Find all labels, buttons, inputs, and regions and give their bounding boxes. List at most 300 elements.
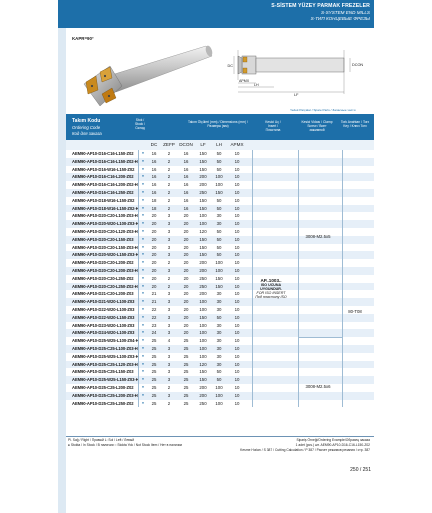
cell-code: AEM90-AP10-D20-C20-L100-Z03-H <box>72 213 138 219</box>
cell-code: AEM90-AP10-D25-C25-L200-Z02 <box>72 385 134 390</box>
cell-zefp: 3 <box>167 369 171 375</box>
cell-stock: ● <box>141 353 145 358</box>
cell-dcon: 25 <box>183 400 189 406</box>
table-row <box>66 368 374 376</box>
cell-lf: 250 <box>199 400 207 406</box>
cell-dcon: 20 <box>183 291 189 297</box>
cell-stock: ● <box>141 330 145 335</box>
cell-lf: 200 <box>199 182 207 188</box>
cell-dc: 16 <box>151 166 157 172</box>
header-line-3: S-ТИП КОНЦЕВЫЕ ФРЕЗЫ <box>310 15 370 21</box>
column-header-row <box>66 140 374 150</box>
cell-dcon: 20 <box>183 213 189 219</box>
cell-zefp: 2 <box>167 275 171 281</box>
cell-stock: ● <box>141 166 145 171</box>
cell-dc: 25 <box>151 392 157 398</box>
cell-lf: 150 <box>199 158 207 164</box>
cell-apmx: 10 <box>234 229 240 234</box>
table-row <box>66 376 374 384</box>
dim-apmx-label: APMX <box>239 79 250 83</box>
table-row <box>66 181 374 189</box>
table-row <box>66 329 374 337</box>
cell-dc: 25 <box>151 385 157 390</box>
table-row <box>66 298 374 306</box>
cell-stock: ● <box>141 229 145 233</box>
table-row <box>66 283 374 291</box>
cell-lh: 50 <box>216 151 222 156</box>
header-line-1: S-SİSTEM YÜZEY PARMAK FREZELER <box>271 3 370 9</box>
cell-apmx: 10 <box>234 151 240 156</box>
cell-code: AEM90-AP10-D20-C20-L150-Z03-H <box>72 244 138 250</box>
insert-sub4: Под пластину ISO <box>255 295 287 299</box>
cell-lf: 150 <box>199 205 207 211</box>
cell-dcon: 16 <box>183 182 189 188</box>
cell-zefp: 2 <box>167 385 171 390</box>
cell-code: AEM90-AP10-D22-W20-L150-Z03 <box>72 314 135 320</box>
cell-stock: ● <box>141 307 145 311</box>
cell-lh: 50 <box>216 229 222 234</box>
cell-dcon: 16 <box>183 174 189 180</box>
cell-dc: 20 <box>151 213 157 219</box>
cell-stock: ● <box>141 392 145 397</box>
cell-stock: ● <box>141 252 145 257</box>
cell-lf: 150 <box>199 236 207 242</box>
table-row <box>66 345 374 353</box>
cell-dcon: 20 <box>183 275 189 281</box>
table-row <box>66 158 374 166</box>
cell-lf: 100 <box>199 221 207 227</box>
cell-lh: 30 <box>216 338 222 344</box>
page-header <box>58 0 374 28</box>
col-dc: DC <box>150 142 158 147</box>
cell-dc: 20 <box>151 236 157 242</box>
cell-zefp: 2 <box>167 158 171 164</box>
cell-apmx: 10 <box>234 260 240 266</box>
cell-dcon: 20 <box>183 252 189 258</box>
cell-zefp: 2 <box>167 260 171 266</box>
cell-zefp: 2 <box>167 174 171 180</box>
cell-apmx: 10 <box>234 369 240 375</box>
cell-zefp: 2 <box>167 283 171 289</box>
cell-zefp: 4 <box>167 338 171 344</box>
cell-lf: 150 <box>199 166 207 172</box>
cell-code: AEM90-AP10-D25-C25-L200-Z03-H <box>72 392 138 398</box>
cell-apmx: 10 <box>234 197 240 203</box>
cell-lh: 150 <box>215 283 223 289</box>
cell-dcon: 20 <box>183 244 189 250</box>
cell-lh: 100 <box>215 400 223 406</box>
cell-apmx: 10 <box>234 392 240 398</box>
key-header: Tork Anahtarı / Torx Key / Ключ Torx <box>340 120 370 129</box>
cell-lh: 30 <box>216 353 222 359</box>
cell-lh: 30 <box>216 221 222 227</box>
cell-stock: ● <box>141 190 145 194</box>
end-mill-image <box>74 36 214 112</box>
cell-lh: 100 <box>215 260 223 266</box>
cell-apmx: 10 <box>234 275 240 281</box>
cell-code: AEM90-AP10-D25-C25-L250-Z02 <box>72 400 134 406</box>
cell-dc: 20 <box>151 268 157 273</box>
cell-code: AEM90-AP10-D18-W16-L150-Z02 <box>72 197 135 203</box>
table-row <box>66 150 374 158</box>
cell-dcon: 16 <box>183 158 189 164</box>
cell-dcon: 25 <box>183 361 189 367</box>
cell-code: AEM90-AP10-D20-W20-L150-Z03-H <box>72 252 139 258</box>
footer-rule <box>66 436 374 437</box>
cell-stock: ● <box>141 205 145 210</box>
table-row <box>66 400 374 408</box>
cell-code: AEM90-AP10-D16-W16-L150-Z02 <box>72 166 135 172</box>
table-row <box>66 392 374 400</box>
cell-dc: 21 <box>151 299 157 305</box>
cell-lh: 50 <box>216 369 222 375</box>
table-row <box>66 361 374 369</box>
table-row <box>66 220 374 228</box>
dimensions-header: Takım Ölçüleri (mm) / Dimensions (mm) / Размеры (мм) <box>188 120 248 129</box>
cell-code: AEM90-AP10-D20-C20-L200-Z03-H <box>72 268 138 273</box>
cell-lh: 50 <box>216 252 222 258</box>
cell-lh: 50 <box>216 166 222 172</box>
cell-apmx: 10 <box>234 174 240 180</box>
cell-stock: ● <box>141 322 145 327</box>
cell-dcon: 16 <box>183 205 189 211</box>
cell-apmx: 10 <box>234 236 240 242</box>
cell-apmx: 10 <box>234 385 240 390</box>
cell-zefp: 3 <box>167 330 171 336</box>
table-row <box>66 290 374 298</box>
cell-stock: ● <box>141 275 145 280</box>
cell-stock: ● <box>141 377 145 382</box>
cell-dc: 23 <box>151 322 157 328</box>
table-row <box>66 251 374 259</box>
cell-lf: 120 <box>199 229 207 234</box>
cell-apmx: 10 <box>234 353 240 359</box>
column-divider <box>138 150 139 407</box>
cell-code: AEM90-AP10-D16-C16-L200-Z02-H <box>72 182 138 188</box>
cell-dc: 22 <box>151 314 157 320</box>
cell-stock: ● <box>141 151 145 155</box>
cell-stock: ● <box>141 283 145 288</box>
cell-zefp: 3 <box>167 322 171 328</box>
cell-lf: 150 <box>199 252 207 258</box>
footer-ordering: Sipariş Örneği/Ordering Example/Образец заказа <box>296 438 370 442</box>
cell-dc: 25 <box>151 369 157 375</box>
cell-dc: 16 <box>151 174 157 180</box>
cell-dcon: 20 <box>183 283 189 289</box>
cell-dcon: 25 <box>183 392 189 398</box>
code-sub2: Код для заказа <box>72 130 102 136</box>
table-row <box>66 275 374 283</box>
cell-lf: 200 <box>199 174 207 180</box>
cell-code: AEM90-AP10-D25-W25-L150-Z03-H <box>72 377 139 383</box>
kapr-label: KAPR=90° <box>72 36 94 41</box>
table-row <box>66 267 374 275</box>
col-zefp: ZEFP <box>163 142 175 147</box>
cell-stock: ● <box>141 400 145 405</box>
cell-apmx: 10 <box>234 158 240 164</box>
cell-code: AEM90-AP10-D20-C20-L250-Z02-H <box>72 283 138 289</box>
cell-code: AEM90-AP10-D22-W20-L100-Z03 <box>72 307 135 312</box>
cell-lh: 30 <box>216 213 222 219</box>
insert-info <box>252 278 290 299</box>
cell-apmx: 10 <box>234 283 240 289</box>
cell-code: AEM90-AP10-D23-W20-L100-Z03 <box>72 322 135 328</box>
cell-lh: 50 <box>216 205 222 211</box>
cell-dc: 25 <box>151 361 157 367</box>
cell-lh: 150 <box>215 275 223 281</box>
cell-dc: 22 <box>151 307 157 312</box>
cell-zefp: 2 <box>167 151 171 156</box>
table-row <box>66 322 374 330</box>
cell-dcon: 25 <box>183 385 189 390</box>
cell-apmx: 10 <box>234 346 240 351</box>
cell-lf: 100 <box>199 353 207 359</box>
cell-dcon: 20 <box>183 330 189 336</box>
table-row <box>66 189 374 197</box>
cell-dcon: 20 <box>183 260 189 266</box>
cell-apmx: 10 <box>234 377 240 383</box>
torx-key-code: 80-T08 <box>348 309 362 314</box>
cell-dcon: 20 <box>183 322 189 328</box>
cell-code: AEM90-AP10-D24-W20-L100-Z03 <box>72 330 135 336</box>
screw-header: Kesici Vidası / Clamp Screw / Винт зажимной <box>301 120 333 133</box>
cell-dc: 20 <box>151 244 157 250</box>
cell-code: AEM90-AP10-D21-C20-L200-Z03 <box>72 291 134 297</box>
cell-lf: 200 <box>199 385 207 390</box>
cell-code: AEM90-AP10-D20-W20-L100-Z03-H <box>72 221 139 227</box>
cell-dc: 18 <box>151 197 157 203</box>
dim-lf-label: LF <box>294 93 299 97</box>
insert-sub2: UYGUNDUR. <box>260 287 282 291</box>
cell-lh: 50 <box>216 236 222 242</box>
cell-lf: 150 <box>199 244 207 250</box>
cell-code: AEM90-AP10-D25-C25-L100-Z03-H <box>72 346 138 351</box>
cell-stock: ● <box>141 221 145 226</box>
table-row <box>66 166 374 174</box>
cell-lf: 100 <box>199 346 207 351</box>
screw-group-divider <box>298 337 342 338</box>
cell-lf: 150 <box>199 377 207 383</box>
cell-dcon: 16 <box>183 190 189 195</box>
dimension-diagram <box>227 36 364 98</box>
cell-lh: 100 <box>215 392 223 398</box>
cell-stock: ● <box>141 244 145 249</box>
footer-stock-legend: ● Stokta / In Stock / В наличии ○ Stokta Yok / Not Stock Item / Нет в наличии <box>68 443 183 447</box>
spares-top-label: Yedek Parçalar / Spare Parts / Запасные части <box>290 108 356 112</box>
cell-stock: ● <box>141 369 145 374</box>
cell-dc: 24 <box>151 330 157 336</box>
page-number: 250 / 251 <box>350 467 371 473</box>
side-strip <box>58 28 66 513</box>
cell-stock: ● <box>141 346 145 350</box>
cell-dc: 21 <box>151 291 157 297</box>
insert-sub3: FOR ISO INSERT <box>256 291 286 295</box>
cell-zefp: 3 <box>167 291 171 297</box>
cell-lf: 200 <box>199 291 207 297</box>
table-row <box>66 353 374 361</box>
cell-stock: ● <box>141 260 145 265</box>
cell-lh: 30 <box>216 361 222 367</box>
cell-code: AEM90-AP10-D20-C20-L150-Z03 <box>72 236 134 242</box>
cell-lh: 50 <box>216 197 222 203</box>
cell-apmx: 10 <box>234 299 240 305</box>
cell-apmx: 10 <box>234 244 240 250</box>
cell-dcon: 16 <box>183 166 189 172</box>
cell-dcon: 20 <box>183 299 189 305</box>
cell-apmx: 10 <box>234 252 240 258</box>
cell-lf: 150 <box>199 151 207 156</box>
cell-dc: 25 <box>151 377 157 383</box>
cell-zefp: 3 <box>167 213 171 219</box>
table-row <box>66 205 374 213</box>
cell-zefp: 2 <box>167 197 171 203</box>
cell-dc: 20 <box>151 221 157 227</box>
insert-sub1: ISO UCUNA <box>260 283 282 287</box>
cell-stock: ● <box>141 182 145 187</box>
cell-zefp: 3 <box>167 268 171 273</box>
cell-dc: 16 <box>151 190 157 195</box>
cell-dcon: 20 <box>183 236 189 242</box>
cell-apmx: 10 <box>234 291 240 297</box>
cell-dc: 16 <box>151 158 157 164</box>
cell-lf: 200 <box>199 260 207 266</box>
table-row <box>66 212 374 220</box>
cell-apmx: 10 <box>234 190 240 195</box>
cell-apmx: 10 <box>234 268 240 273</box>
cell-apmx: 10 <box>234 182 240 188</box>
cell-lh: 100 <box>215 385 223 390</box>
cell-zefp: 3 <box>167 314 171 320</box>
cell-code: AEM90-AP10-D16-C16-L250-Z02 <box>72 190 134 195</box>
cell-lh: 50 <box>216 314 222 320</box>
cell-lf: 100 <box>199 307 207 312</box>
cell-dcon: 25 <box>183 377 189 383</box>
cell-lf: 100 <box>199 330 207 336</box>
cell-stock: ● <box>141 299 145 304</box>
cell-code: AEM90-AP10-D25-C25-L150-Z03 <box>72 369 134 375</box>
cell-dcon: 20 <box>183 229 189 234</box>
footer-legend: Pl. Sağ / Right / Правый L: Sol / Left / Левый <box>68 438 135 442</box>
table-row <box>66 173 374 181</box>
cell-code: AEM90-AP10-D20-C20-L120-Z03-H <box>72 229 138 234</box>
cell-dc: 20 <box>151 275 157 281</box>
cell-code: AEM90-AP10-D20-C20-L250-Z02 <box>72 275 134 281</box>
cell-dc: 20 <box>151 283 157 289</box>
insert-code: AP..1003.. <box>260 278 282 283</box>
stock-header: Stok / Stock / Склад <box>134 118 146 131</box>
cell-lh: 50 <box>216 377 222 383</box>
table-row <box>66 259 374 267</box>
cell-code: AEM90-AP10-D21-W20-L100-Z03 <box>72 299 135 305</box>
cell-code: AEM90-AP10-D20-C20-L200-Z02 <box>72 260 134 266</box>
cell-dcon: 20 <box>183 268 189 273</box>
cell-stock: ● <box>141 314 145 319</box>
ordering-code-header <box>72 119 126 136</box>
dim-dcon-label: DCON <box>352 63 364 67</box>
cell-zefp: 3 <box>167 244 171 250</box>
cell-dc: 25 <box>151 338 157 344</box>
cell-zefp: 2 <box>167 205 171 211</box>
table-row <box>66 244 374 252</box>
cell-dcon: 20 <box>183 314 189 320</box>
col-lf: LF <box>200 142 206 147</box>
cell-stock: ● <box>141 385 145 389</box>
cell-lf: 200 <box>199 392 207 398</box>
cell-lf: 250 <box>199 275 207 281</box>
cell-lh: 30 <box>216 330 222 336</box>
cell-dc: 25 <box>151 346 157 351</box>
dim-lh-label: LH <box>254 83 259 87</box>
cell-dcon: 20 <box>183 307 189 312</box>
cell-zefp: 3 <box>167 221 171 227</box>
cell-stock: ● <box>141 291 145 296</box>
cell-apmx: 10 <box>234 400 240 406</box>
cell-zefp: 2 <box>167 400 171 406</box>
catalog-page <box>58 0 374 513</box>
table-row <box>66 337 374 345</box>
cell-code: AEM90-AP10-D25-C25-L120-Z03-H <box>72 361 138 367</box>
cell-stock: ● <box>141 213 145 218</box>
cell-apmx: 10 <box>234 338 240 344</box>
footer-cutting: Kesme Hızları / S 387 / Cutting Calculation / P 387 / Расчет режимов резания / стр. 387 <box>240 448 370 452</box>
cell-zefp: 3 <box>167 353 171 359</box>
table-row <box>66 314 374 322</box>
cell-lf: 150 <box>199 369 207 375</box>
cell-dcon: 25 <box>183 353 189 359</box>
cell-lf: 250 <box>199 283 207 289</box>
cell-apmx: 10 <box>234 322 240 328</box>
cell-lh: 100 <box>215 174 223 180</box>
cell-lf: 120 <box>199 361 207 367</box>
cell-dcon: 16 <box>183 151 189 156</box>
cell-apmx: 10 <box>234 330 240 336</box>
cell-dc: 25 <box>151 400 157 406</box>
col-lh: LH <box>216 142 222 147</box>
cell-lf: 250 <box>199 190 207 195</box>
cell-code: AEM90-AP10-D16-C16-L200-Z02 <box>72 174 134 180</box>
cell-apmx: 10 <box>234 205 240 211</box>
cell-dcon: 20 <box>183 221 189 227</box>
cell-lf: 100 <box>199 213 207 219</box>
code-sub1: Ordering Code <box>72 124 101 130</box>
cell-code: AEM90-AP10-D16-C16-L150-Z02 <box>72 151 134 156</box>
cell-zefp: 2 <box>167 190 171 195</box>
cell-zefp: 3 <box>167 252 171 258</box>
cell-apmx: 10 <box>234 314 240 320</box>
cell-stock: ● <box>141 174 145 179</box>
cell-dcon: 25 <box>183 338 189 344</box>
cell-apmx: 10 <box>234 213 240 219</box>
cell-zefp: 3 <box>167 346 171 351</box>
cell-lf: 200 <box>199 268 207 273</box>
cell-stock: ● <box>141 338 145 343</box>
cell-code: AEM90-AP10-D25-W25-L100-Z03-H <box>72 353 139 359</box>
cell-dc: 18 <box>151 205 157 211</box>
cell-zefp: 3 <box>167 236 171 242</box>
cell-zefp: 3 <box>167 307 171 312</box>
cell-dcon: 16 <box>183 197 189 203</box>
table-row <box>66 197 374 205</box>
footer-ordering-example: 1 adet (pcs.) шт. AEM90-AP10-D16-C16-L150-Z02 <box>295 443 370 447</box>
cell-zefp: 2 <box>167 166 171 172</box>
cell-lh: 50 <box>216 158 222 164</box>
cell-zefp: 3 <box>167 392 171 398</box>
dim-dc-label: DC <box>227 64 233 68</box>
col-apmx: APMX <box>230 142 244 147</box>
cell-zefp: 2 <box>167 182 171 188</box>
cell-zefp: 3 <box>167 229 171 234</box>
screw-code-a: 3008-M2.5x5 <box>305 234 331 239</box>
